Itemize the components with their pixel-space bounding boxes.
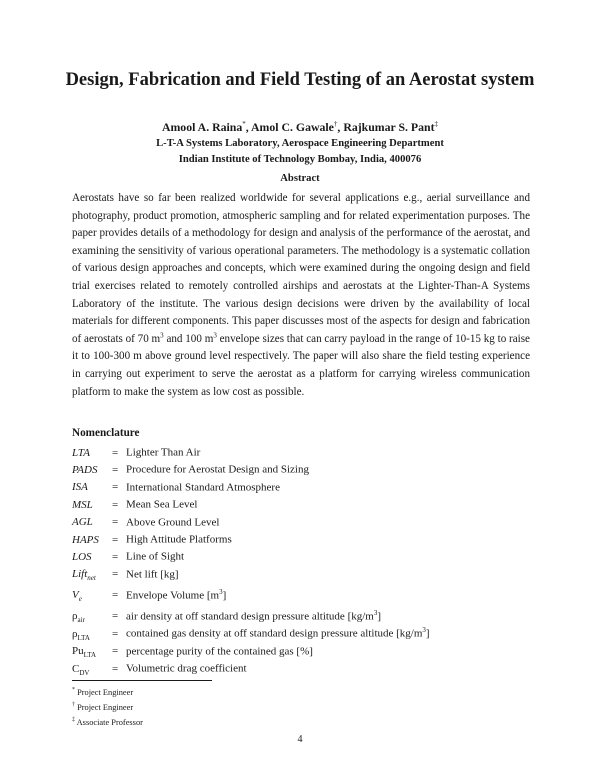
footnotes bbox=[72, 684, 143, 728]
definition-text: Line of Sight bbox=[126, 551, 185, 563]
nomenclature-symbol bbox=[72, 447, 112, 461]
nomenclature-row bbox=[72, 497, 532, 514]
unit-superscript: 3 bbox=[160, 331, 164, 340]
nomenclature-row bbox=[72, 532, 532, 549]
nomenclature-definition bbox=[126, 588, 226, 602]
nomenclature-definition bbox=[126, 445, 200, 459]
equals-sign: = bbox=[112, 568, 119, 581]
definition-superscript: 3 bbox=[219, 587, 223, 596]
footnote-mark: † bbox=[72, 701, 75, 708]
definition-text: contained gas density at off standard design pressure altitude [kg/m bbox=[126, 627, 423, 640]
nomenclature-definition bbox=[126, 515, 219, 529]
definition-superscript: 3 bbox=[373, 608, 378, 617]
nomenclature-symbol bbox=[72, 568, 112, 582]
symbol-base: HAPS bbox=[72, 533, 99, 546]
equals-sign: = bbox=[112, 516, 119, 529]
definition-superscript: 3 bbox=[422, 626, 426, 635]
nomenclature-symbol bbox=[72, 589, 112, 603]
footnote bbox=[72, 714, 143, 729]
unit-superscript: 3 bbox=[213, 331, 217, 340]
affiliation-line: L-T-A Systems Laboratory, Aerospace Engineering Department bbox=[156, 138, 444, 149]
nomenclature-row bbox=[72, 480, 532, 497]
nomenclature-definition bbox=[126, 497, 197, 511]
nomenclature-heading: Nomenclature bbox=[72, 427, 140, 439]
nomenclature-row bbox=[72, 644, 532, 661]
symbol-base: ISA bbox=[72, 481, 88, 494]
symbol-subscript: DV bbox=[79, 668, 90, 677]
equals-sign: = bbox=[112, 446, 119, 459]
nomenclature-row bbox=[72, 445, 532, 462]
definition-text: Net lift [kg] bbox=[126, 568, 179, 581]
equals-sign: = bbox=[112, 589, 119, 602]
symbol-subscript: LTA bbox=[83, 651, 97, 660]
nomenclature-definition bbox=[126, 532, 232, 546]
nomenclature-list bbox=[72, 445, 532, 678]
definition-text: Envelope Volume [m bbox=[126, 589, 220, 602]
footnote bbox=[72, 699, 143, 714]
nomenclature-symbol bbox=[72, 663, 112, 677]
footnote-text: Associate Professor bbox=[75, 717, 143, 727]
nomenclature-row bbox=[72, 462, 532, 479]
definition-text: Lighter Than Air bbox=[126, 446, 201, 459]
abstract-text: Aerostats have so far been realized worldwide for several applications e.g., aerial surveillance and photography, product promotion, atmospheric sampling and for related experimentation purposes. The paper provides details of a methodology for design and analysis of the performance of the aerostat, and examining the sensitivity of various operational parameters. The methodology is a systematic collation of various design approaches and concepts, which were examined during the ongoing design and field trial exercises related to remotely controlled airships and aerostats at the Lighter-Than-A Systems Laboratory of the institute. The various design decisions were driven by the availability of local materials for different components. This paper discusses most of the aspects for design and fabrication of aerostats of 70 m bbox=[72, 192, 530, 345]
abstract-body bbox=[72, 190, 530, 401]
author-separator: , bbox=[337, 120, 344, 134]
symbol-base: ρ bbox=[72, 610, 78, 623]
nomenclature-symbol bbox=[72, 610, 112, 624]
symbol-subscript: net bbox=[87, 574, 96, 583]
nomenclature-definition bbox=[126, 661, 247, 675]
definition-text: air density at off standard design pressure altitude [kg/m bbox=[126, 610, 374, 623]
author-mark: † bbox=[333, 120, 338, 128]
symbol-subscript: air bbox=[77, 616, 85, 625]
equals-sign: = bbox=[112, 551, 119, 563]
equals-sign: = bbox=[112, 610, 119, 623]
nomenclature-symbol bbox=[72, 516, 112, 530]
symbol-subscript: LTA bbox=[77, 633, 90, 642]
equals-sign: = bbox=[112, 481, 119, 494]
symbol-base: V bbox=[72, 589, 79, 602]
nomenclature-row bbox=[72, 661, 532, 678]
abstract-text: envelope sizes that can carry payload in the range of 10-15 kg to raise it to 100-300 m above ground level respectively. The paper will also share the field testing experience in carrying out experiment to serve the aerostat as a platform for carrying wireless communication platform to make the system as low cost as possible. bbox=[72, 332, 530, 398]
symbol-base: LOS bbox=[72, 551, 92, 563]
equals-sign: = bbox=[112, 498, 119, 511]
definition-text: High Attitude Platforms bbox=[126, 533, 232, 546]
author-line bbox=[0, 120, 600, 135]
symbol-base: Pu bbox=[72, 645, 84, 658]
footnote-mark: ‡ bbox=[72, 716, 75, 723]
symbol-base: C bbox=[72, 662, 80, 675]
equals-sign: = bbox=[112, 464, 119, 477]
symbol-base: LTA bbox=[72, 446, 90, 459]
nomenclature-definition bbox=[126, 609, 381, 623]
nomenclature-symbol bbox=[72, 645, 112, 659]
author-name: Amool A. Raina bbox=[161, 120, 243, 134]
footnote-text: Project Engineer bbox=[75, 702, 134, 712]
definition-tail: ] bbox=[425, 627, 430, 640]
abstract-heading: Abstract bbox=[280, 173, 320, 184]
definition-text: International Standard Atmosphere bbox=[126, 481, 280, 494]
symbol-base: MSL bbox=[72, 498, 93, 511]
definition-text: Mean Sea Level bbox=[126, 498, 198, 511]
definition-text: Procedure for Aerostat Design and Sizing bbox=[126, 464, 309, 477]
nomenclature-symbol bbox=[72, 481, 112, 495]
nomenclature-row bbox=[72, 549, 532, 566]
symbol-base: ρ bbox=[72, 627, 78, 640]
nomenclature-definition bbox=[126, 549, 184, 563]
definition-text: Above Ground Level bbox=[126, 516, 220, 529]
nomenclature-definition bbox=[126, 644, 313, 658]
footnote-divider bbox=[72, 680, 212, 681]
author-mark: * bbox=[242, 120, 246, 128]
paper-title: Design, Fabrication and Field Testing of an Aerostat system bbox=[65, 70, 535, 90]
equals-sign: = bbox=[112, 627, 119, 640]
symbol-base: AGL bbox=[72, 516, 93, 529]
page-number: 4 bbox=[297, 734, 303, 745]
nomenclature-symbol bbox=[72, 499, 112, 513]
nomenclature-row bbox=[72, 588, 532, 609]
nomenclature-definition bbox=[126, 567, 179, 581]
abstract-text: and 100 m bbox=[163, 332, 214, 345]
nomenclature-symbol bbox=[72, 464, 112, 478]
author-name: Rajkumar S. Pant bbox=[343, 120, 435, 134]
definition-tail: ] bbox=[377, 610, 382, 623]
affiliation-line: Indian Institute of Technology Bombay, India, 400076 bbox=[178, 154, 422, 165]
definition-text: Volumetric drag coefficient bbox=[126, 662, 247, 675]
author-name: Amol C. Gawale bbox=[251, 120, 334, 134]
footnote bbox=[72, 684, 143, 699]
definition-tail: ] bbox=[222, 589, 227, 602]
nomenclature-symbol bbox=[72, 534, 112, 548]
nomenclature-row bbox=[72, 626, 532, 643]
nomenclature-definition bbox=[126, 462, 309, 476]
symbol-base: Lift bbox=[72, 568, 88, 581]
symbol-subscript: e bbox=[78, 595, 82, 604]
equals-sign: = bbox=[112, 662, 119, 675]
equals-sign: = bbox=[112, 645, 119, 658]
footnote-text: Project Engineer bbox=[75, 687, 134, 697]
nomenclature-row bbox=[72, 515, 532, 532]
nomenclature-definition bbox=[126, 480, 280, 494]
nomenclature-symbol bbox=[72, 551, 112, 565]
equals-sign: = bbox=[112, 533, 119, 546]
nomenclature-symbol bbox=[72, 628, 112, 642]
footnote-mark: * bbox=[72, 687, 75, 693]
symbol-base: PADS bbox=[72, 464, 98, 477]
author-mark: ‡ bbox=[434, 120, 439, 128]
author-separator: , bbox=[245, 120, 251, 134]
nomenclature-row bbox=[72, 609, 532, 626]
nomenclature-row bbox=[72, 567, 532, 588]
definition-text: percentage purity of the contained gas [%] bbox=[126, 645, 313, 658]
nomenclature-definition bbox=[126, 626, 430, 640]
